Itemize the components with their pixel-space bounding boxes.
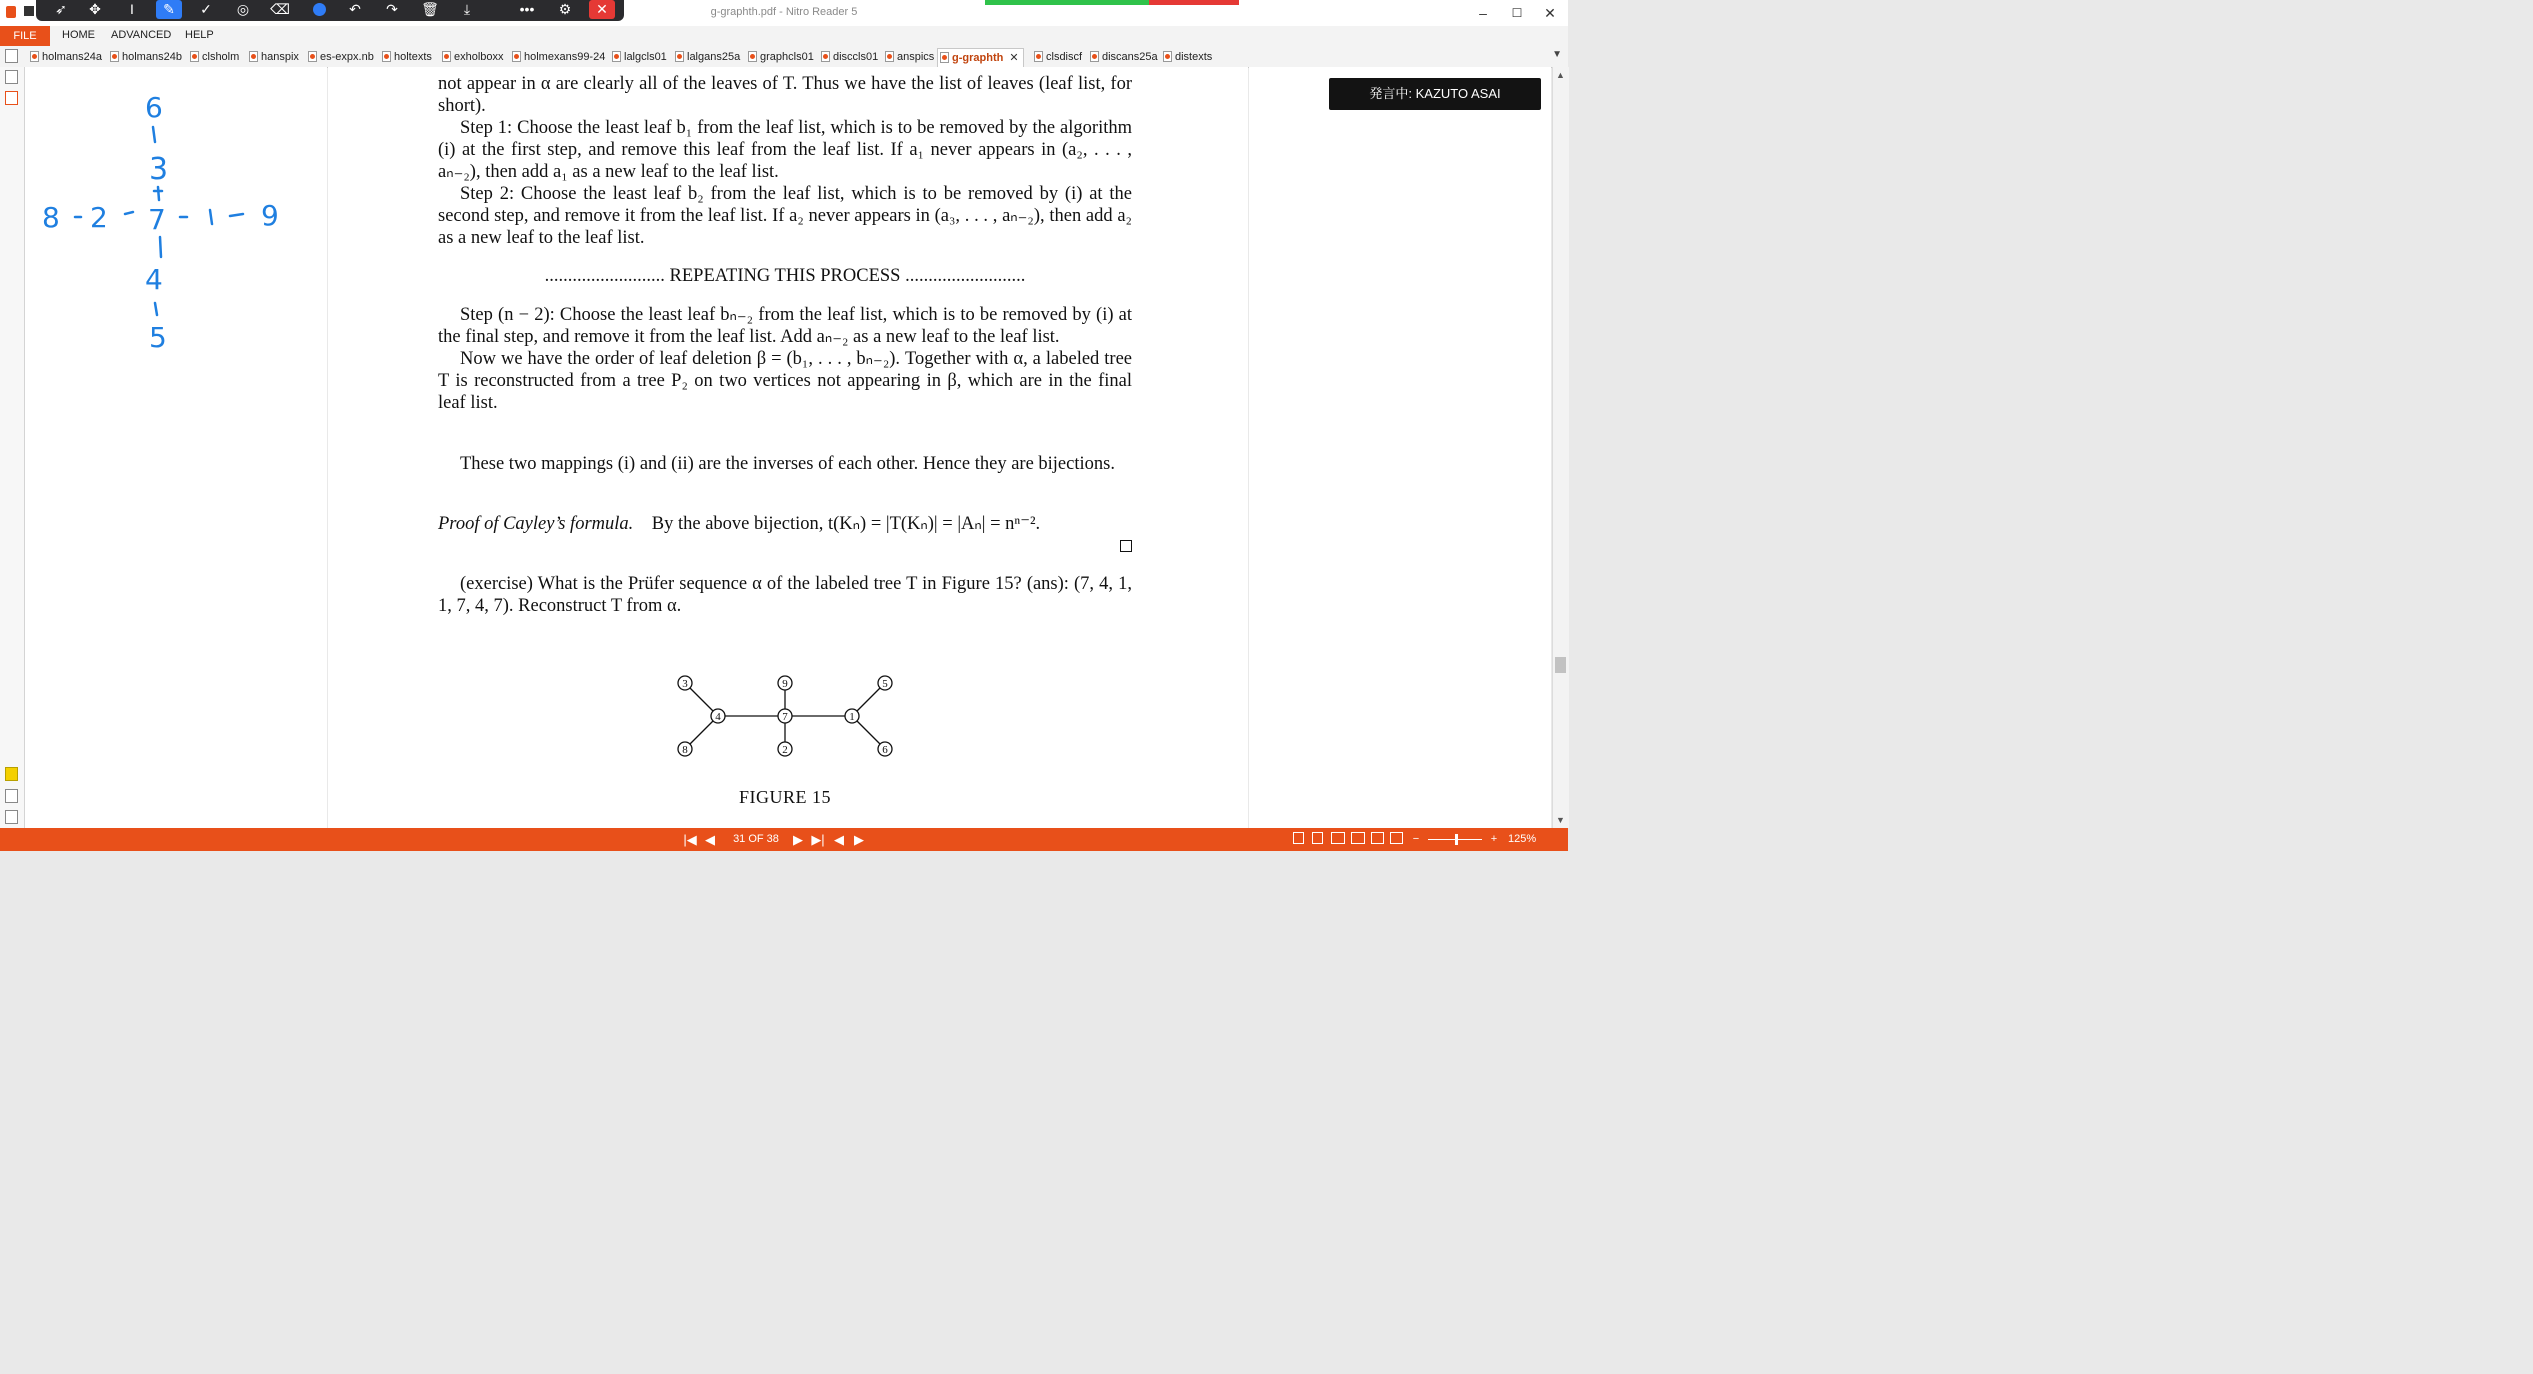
- scroll-up-icon[interactable]: ▲: [1556, 70, 1565, 80]
- tab-label: distexts: [1175, 51, 1213, 63]
- download-icon[interactable]: ⤓: [463, 1, 471, 17]
- ink-stroke: [155, 303, 157, 315]
- exercise-text: (exercise) What is the Prüfer sequence α of the labeled tree T in Figure 15? (ans): (7, 4, 1, 1, 7, 4, 7). Reconstruct T from α.: [438, 574, 1132, 616]
- window-title: g-graphth.pdf - Nitro Reader 5: [710, 6, 858, 18]
- layers-icon[interactable]: [5, 810, 18, 824]
- tab-holmans24b[interactable]: [108, 48, 182, 66]
- meeting-status-green-bar: [985, 0, 1149, 5]
- handwritten-digit: 5: [149, 321, 167, 354]
- tab-label: clsdiscf: [1046, 51, 1083, 63]
- paragraph-leaf-list: [438, 73, 1132, 249]
- fit-page-icon[interactable]: [1390, 832, 1403, 844]
- pdf-icon: [512, 51, 521, 62]
- paragraph-final-step: [438, 304, 1132, 414]
- continuous-view-icon[interactable]: [1312, 832, 1323, 844]
- bookmarks-icon[interactable]: [5, 91, 18, 105]
- tab-lalgcls01[interactable]: [610, 48, 667, 66]
- handwritten-digit: 3: [149, 152, 169, 187]
- ink-stroke: [153, 127, 155, 142]
- tab-list-chevron-icon[interactable]: ▼: [1552, 49, 1562, 60]
- first-page-button[interactable]: |◀: [683, 832, 697, 847]
- ink-stroke: [125, 212, 133, 214]
- redo-icon[interactable]: ↷: [386, 1, 398, 17]
- pdf-icon: [308, 51, 317, 62]
- tab-label: clsholm: [202, 51, 240, 63]
- annotation-toolbar: [36, 0, 624, 21]
- document-tab-bar: [0, 46, 1568, 68]
- step-n-paragraph: Step (n − 2): Choose the least leaf bₙ₋₂ from the leaf list, which is to be removed by (i) at the final step, and remove it from the leaf list. Add aₙ₋₂ as a new leaf to the leaf list.: [438, 305, 1132, 347]
- tab-exholboxx[interactable]: [440, 48, 504, 66]
- pdf-icon: [249, 51, 258, 62]
- step-2-paragraph: Step 2: Choose the least leaf b₂ from the leaf list, which is to be removed by (i) at the second step, and remove it from the leaf list. If a₂ never appears in (a₃, . . . , aₙ₋₂), then add a₂ as a new leaf to the leaf list.: [438, 184, 1132, 248]
- tab-label: exholboxx: [454, 51, 504, 63]
- pdf-icon: [885, 51, 894, 62]
- menu-home[interactable]: HOME: [62, 29, 95, 41]
- tab-label: holtexts: [394, 51, 432, 63]
- speaker-banner: 発言中: KAZUTO ASAI: [1329, 78, 1541, 110]
- ink-stroke: [158, 187, 159, 200]
- tab-clsdiscf[interactable]: [1032, 48, 1082, 66]
- pdf-icon: [30, 51, 39, 62]
- last-page-button[interactable]: ▶|: [811, 832, 825, 847]
- maximize-button[interactable]: ☐: [1511, 6, 1523, 20]
- scroll-down-icon[interactable]: ▼: [1556, 815, 1565, 825]
- tab-holmans24a[interactable]: [28, 48, 102, 66]
- pdf-icon: [612, 51, 621, 62]
- check-icon[interactable]: ✓: [200, 1, 212, 17]
- single-page-view-icon[interactable]: [1293, 832, 1304, 844]
- menu-bar: [0, 26, 1568, 46]
- pdf-icon: [382, 51, 391, 62]
- tree-node-label: 2: [782, 744, 788, 756]
- zoom-level[interactable]: 125%: [1508, 833, 1537, 845]
- tab-label: hanspix: [261, 51, 299, 63]
- pen-tool-icon[interactable]: ✎: [156, 0, 182, 19]
- tab-disccls01[interactable]: [819, 48, 878, 66]
- tab-anspics[interactable]: [883, 48, 934, 66]
- fit-width-icon[interactable]: [1371, 832, 1384, 844]
- qed-box-icon: [1120, 540, 1132, 552]
- page-view-icon[interactable]: [5, 49, 18, 63]
- text-cursor-icon[interactable]: I: [130, 1, 134, 17]
- scroll-thumb[interactable]: [1555, 657, 1566, 673]
- tab-es-expx[interactable]: [306, 48, 374, 66]
- move-cross-icon[interactable]: ✥: [89, 1, 101, 17]
- handwritten-digit: 8: [42, 201, 60, 234]
- pdf-icon: [190, 51, 199, 62]
- close-toolbar-icon[interactable]: ✕: [589, 0, 615, 19]
- vertical-scrollbar[interactable]: [1552, 67, 1569, 828]
- attachments-icon[interactable]: [5, 70, 18, 84]
- figure-15-tree: [668, 667, 908, 767]
- bijection-paragraph: These two mappings (i) and (ii) are the inverses of each other. Hence they are bijections.: [460, 454, 1115, 474]
- ink-stroke: [230, 214, 243, 216]
- tab-graphcls01[interactable]: [746, 48, 814, 66]
- tab-clsholm[interactable]: [188, 48, 239, 66]
- tab-label: lalgans25a: [687, 51, 741, 63]
- handwritten-digit: 9: [261, 199, 279, 232]
- step-1-paragraph: Step 1: Choose the least leaf b₁ from the leaf list, which is to be removed by the algorithm (i) at the first step, and remove this leaf from the leaf list. If a₁ never appears in (a₂, . . . , aₙ₋₂), then add a₁ as a new leaf to the leaf list.: [438, 118, 1132, 182]
- close-window-button[interactable]: ✕: [1544, 5, 1556, 21]
- handwritten-digit: 4: [145, 263, 163, 296]
- zoom-out-button[interactable]: −: [1412, 833, 1420, 845]
- tab-label: discans25a: [1102, 51, 1158, 63]
- close-tab-icon[interactable]: ✕: [1009, 52, 1019, 64]
- tab-label: holmans24a: [42, 51, 102, 63]
- proof-text: By the above bijection, t(Kₙ) = |T(Kₙ)| = |Aₙ| = nⁿ⁻².: [651, 514, 1041, 534]
- tab-label: disccls01: [833, 51, 879, 63]
- ink-stroke: [160, 237, 161, 257]
- ink-stroke: [210, 210, 212, 224]
- facing-view-icon[interactable]: [1331, 832, 1345, 844]
- pdf-icon: [1090, 51, 1099, 62]
- trash-icon[interactable]: 🗑: [421, 1, 439, 17]
- pdf-icon: [1163, 51, 1172, 62]
- handwriting-area[interactable]: [25, 67, 327, 828]
- figure-caption: FIGURE 15: [738, 787, 831, 807]
- pdf-icon: [110, 51, 119, 62]
- repeating-process-heading: .......................... REPEATING THIS PROCESS ..........................: [544, 266, 1026, 286]
- more-icon[interactable]: •••: [519, 1, 535, 17]
- tab-label: lalgcls01: [624, 51, 667, 63]
- tab-label: holmans24b: [122, 51, 182, 63]
- eraser-icon[interactable]: ⌫: [270, 1, 290, 17]
- select-arrow-icon[interactable]: ➶: [55, 1, 67, 17]
- color-dot-icon[interactable]: [306, 0, 332, 19]
- next-page-button[interactable]: ▶: [793, 832, 803, 847]
- undo-icon[interactable]: ↶: [349, 1, 361, 17]
- menu-help[interactable]: HELP: [185, 29, 214, 41]
- handwritten-digit: 7: [148, 203, 166, 236]
- tab-label: holmexans99-24: [524, 51, 606, 63]
- tree-node-label: 6: [882, 744, 888, 756]
- meeting-status-red-bar: [1149, 0, 1239, 5]
- text-line: not appear in α are clearly all of the leaves of T. Thus we have the list of leaves (leaf list, for short).: [438, 74, 1132, 116]
- signatures-icon[interactable]: [5, 789, 18, 803]
- handwritten-tree-sketch: [25, 67, 327, 828]
- handwritten-digit: 6: [145, 91, 163, 124]
- paragraph-bijections: [438, 453, 1132, 475]
- user-settings-icon[interactable]: ⚙: [558, 1, 572, 17]
- handwritten-digit: 2: [90, 201, 108, 234]
- forward-view-icon[interactable]: ▶: [854, 832, 864, 847]
- file-menu[interactable]: FILE: [0, 26, 50, 46]
- tab-discans25a[interactable]: [1088, 48, 1158, 66]
- back-view-icon[interactable]: ◀: [834, 832, 844, 847]
- tree-node-label: 4: [715, 711, 721, 723]
- reconstruction-paragraph: Now we have the order of leaf deletion β = (b₁, . . . , bₙ₋₂). Together with α, a labeled tree T is reconstructed from a tree P₂ on two vertices not appearing in β, which are in the final leaf list.: [438, 349, 1132, 413]
- tab-label: es-expx.nb: [320, 51, 374, 63]
- status-bar: [0, 828, 1568, 851]
- pdf-icon: [940, 52, 949, 63]
- minimize-button[interactable]: –: [1479, 5, 1487, 21]
- pdf-icon: [442, 51, 451, 62]
- pdf-icon: [821, 51, 830, 62]
- tab-g-graphth[interactable]: [937, 48, 1024, 67]
- zoom-in-button[interactable]: +: [1490, 833, 1498, 845]
- tab-lalgans25a[interactable]: [673, 48, 740, 66]
- facing-continuous-view-icon[interactable]: [1351, 832, 1365, 844]
- tree-node-label: 5: [882, 678, 888, 690]
- proof-label: Proof of Cayley’s formula.: [438, 514, 634, 534]
- tab-hanspix[interactable]: [247, 48, 299, 66]
- tree-node-label: 8: [682, 744, 688, 756]
- tab-holmexans99-24[interactable]: [510, 48, 605, 66]
- page-indicator[interactable]: 31 OF 38: [733, 833, 779, 845]
- comments-icon[interactable]: [5, 767, 18, 781]
- lasso-circle-icon[interactable]: ◎: [236, 1, 250, 17]
- tab-label: g-graphth: [952, 52, 1004, 64]
- zoom-slider-handle[interactable]: [1455, 834, 1458, 845]
- menu-advanced[interactable]: ADVANCED: [111, 29, 172, 41]
- tree-node-label: 7: [782, 711, 788, 723]
- tree-node-label: 1: [849, 711, 855, 723]
- left-sidebar: [0, 67, 25, 828]
- right-panel: [1249, 67, 1551, 828]
- proof-paragraph: [438, 513, 1132, 535]
- tab-distexts[interactable]: [1161, 48, 1212, 66]
- tab-holtexts[interactable]: [380, 48, 432, 66]
- pdf-icon: [748, 51, 757, 62]
- tree-node-label: 9: [782, 678, 788, 690]
- pdf-icon: [675, 51, 684, 62]
- tree-node-label: 3: [682, 678, 688, 690]
- previous-page-button[interactable]: ◀: [705, 832, 715, 847]
- tab-label: graphcls01: [760, 51, 814, 63]
- exercise-paragraph: [438, 573, 1132, 617]
- tab-label: anspics: [897, 51, 935, 63]
- pdf-page[interactable]: [328, 67, 1248, 828]
- pdf-icon: [1034, 51, 1043, 62]
